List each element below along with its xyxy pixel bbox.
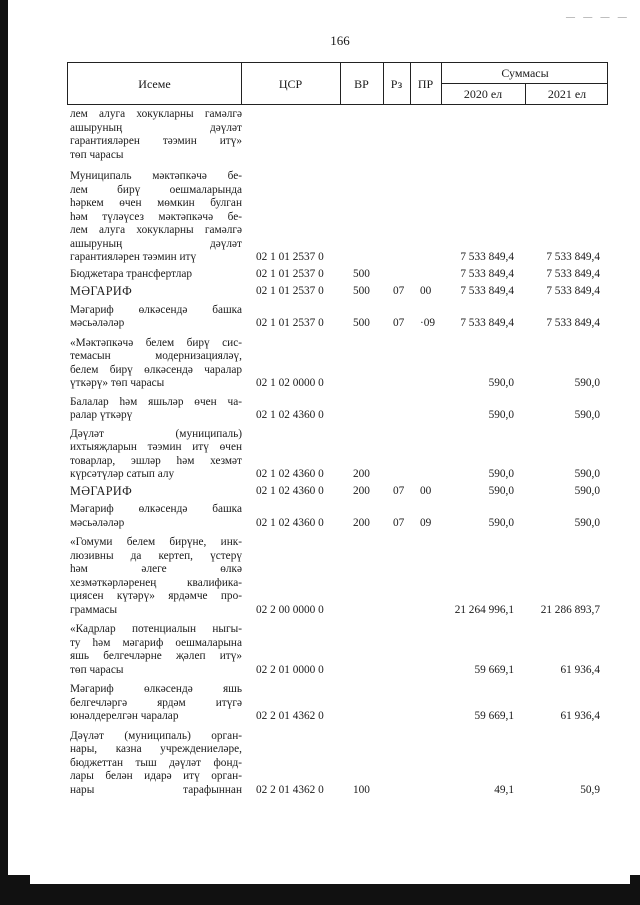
row-name-line: ашыруның дәүләт bbox=[70, 237, 242, 250]
row-name bbox=[70, 536, 242, 617]
row-name-line: лем алуга хокукларны гамәлгә bbox=[70, 108, 242, 120]
row-name-line: лары белән идарә итү орган- bbox=[70, 770, 242, 782]
scan-edge-gap bbox=[30, 875, 630, 884]
row-name bbox=[70, 428, 242, 482]
row-sum-2020: 7 533 849,4 bbox=[460, 285, 514, 297]
row-name-line: төп чарасы bbox=[70, 663, 124, 676]
table-row bbox=[70, 170, 610, 265]
row-sum-2020: 21 264 996,1 bbox=[454, 603, 514, 616]
table-row bbox=[70, 304, 610, 331]
header-csr: ЦСР bbox=[278, 77, 303, 91]
row-vr: 200 bbox=[353, 516, 370, 529]
row-name-line: товарлар, эшләр һәм хезмәт bbox=[70, 454, 242, 467]
row-name-line: күрсәтүләр сатып алу bbox=[70, 468, 175, 480]
row-sum-2021: 7 533 849,4 bbox=[546, 251, 600, 263]
row-sum-2021: 61 936,4 bbox=[560, 663, 600, 676]
row-name-line: МӘГАРИФ bbox=[70, 483, 133, 498]
table-row bbox=[70, 730, 610, 798]
row-name-line: «Кадрлар потенциалын ныгы- bbox=[70, 623, 242, 635]
row-name-line: ралар үткәрү bbox=[70, 409, 133, 421]
row-vr: 200 bbox=[353, 484, 370, 497]
row-rz: 07 bbox=[393, 285, 405, 297]
row-name bbox=[70, 485, 242, 499]
row-name bbox=[70, 730, 242, 798]
row-name-line: циясен күтәрү» ярдәмче про- bbox=[70, 590, 242, 602]
row-sum-2021: 590,0 bbox=[574, 409, 600, 421]
row-sum-2021: 61 936,4 bbox=[560, 710, 600, 722]
row-name-line: мәсьәләләр bbox=[70, 516, 125, 529]
table-row bbox=[70, 268, 610, 282]
row-name-line: һәм түләүсез мәктәпкәчә бе- bbox=[70, 210, 242, 223]
row-name-line: хезмәткәрләренең квалифика- bbox=[70, 576, 242, 589]
row-name-line: МӘГАРИФ bbox=[70, 284, 133, 298]
header-sums: Суммасы bbox=[501, 66, 549, 80]
row-csr: 02 2 01 0000 0 bbox=[256, 663, 324, 676]
header-dash-mark: — — — — bbox=[566, 12, 630, 22]
row-name-line: белгечләргә ярдәм итүгә bbox=[70, 696, 242, 709]
row-name bbox=[70, 337, 242, 391]
row-csr: 02 1 01 2537 0 bbox=[256, 317, 324, 329]
table-row bbox=[70, 683, 610, 724]
row-sum-2021: 590,0 bbox=[574, 468, 600, 480]
row-name-line: нары тарафыннан bbox=[70, 783, 242, 796]
row-csr: 02 1 01 2537 0 bbox=[256, 267, 324, 280]
row-vr: 500 bbox=[353, 267, 370, 280]
row-name-line: граммасы bbox=[70, 603, 118, 616]
row-pr: ·09 bbox=[420, 317, 436, 329]
row-csr: 02 1 02 4360 0 bbox=[256, 516, 324, 529]
row-name-line: люзивны да кертеп, үстерү bbox=[70, 549, 242, 562]
page-number: 166 bbox=[330, 33, 350, 48]
row-rz: 07 bbox=[393, 317, 405, 329]
row-sum-2021: 7 533 849,4 bbox=[546, 267, 600, 280]
table-row bbox=[70, 503, 610, 530]
row-csr: 02 2 01 4362 0 bbox=[256, 783, 324, 796]
header-name: Исеме bbox=[138, 77, 171, 91]
row-csr: 02 1 02 4360 0 bbox=[256, 484, 324, 497]
table-row bbox=[70, 285, 610, 299]
table-body bbox=[70, 108, 610, 797]
row-csr: 02 1 01 2537 0 bbox=[256, 251, 324, 263]
row-name bbox=[70, 304, 242, 331]
row-name bbox=[70, 396, 242, 423]
row-csr: 02 1 01 2537 0 bbox=[256, 285, 324, 297]
row-name bbox=[70, 683, 242, 724]
header-divider bbox=[441, 83, 607, 84]
row-name-line: төп чарасы bbox=[70, 148, 124, 161]
row-name-line: Мәгариф өлкәсендә башка bbox=[70, 303, 242, 316]
row-sum-2021: 21 286 893,7 bbox=[540, 603, 600, 616]
header-year-2021: 2021 ел bbox=[547, 87, 587, 101]
row-csr: 02 2 01 4362 0 bbox=[256, 710, 324, 722]
header-rz: Рз bbox=[390, 77, 403, 91]
row-sum-2020: 7 533 849,4 bbox=[460, 317, 514, 329]
row-name-line: ашыруның дәүләт bbox=[70, 121, 242, 134]
row-rz: 07 bbox=[393, 484, 405, 497]
row-vr: 100 bbox=[353, 783, 370, 796]
row-sum-2020: 59 669,1 bbox=[474, 710, 514, 722]
row-csr: 02 1 02 4360 0 bbox=[256, 468, 324, 480]
row-pr: 00 bbox=[420, 285, 432, 297]
row-sum-2020: 49,1 bbox=[494, 783, 514, 796]
row-sum-2020: 590,0 bbox=[488, 468, 514, 480]
row-name bbox=[70, 170, 242, 265]
row-sum-2020: 590,0 bbox=[488, 409, 514, 421]
row-sum-2020: 7 533 849,4 bbox=[460, 251, 514, 263]
row-sum-2021: 7 533 849,4 bbox=[546, 317, 600, 329]
row-name-line: «Гомуми белем бирүне, инк- bbox=[70, 536, 242, 548]
row-name-line: юнәлдерелгән чаралар bbox=[70, 710, 179, 722]
row-name-line: гарантияләрен тәэмин итү» bbox=[70, 135, 242, 147]
row-name-line: һәм әлеге өлкә bbox=[70, 563, 242, 575]
row-sum-2021: 590,0 bbox=[574, 377, 600, 389]
scan-edge-left bbox=[0, 0, 8, 905]
row-name-line: үткәрү» төп чарасы bbox=[70, 377, 165, 389]
row-vr: 500 bbox=[353, 285, 370, 297]
row-sum-2021: 590,0 bbox=[574, 516, 600, 529]
row-vr: 200 bbox=[353, 468, 370, 480]
row-pr: 00 bbox=[420, 484, 432, 497]
row-sum-2020: 590,0 bbox=[488, 377, 514, 389]
table-row bbox=[70, 396, 610, 423]
row-name-line: мәсьәләләр bbox=[70, 317, 125, 329]
header-vr: ВР bbox=[354, 77, 369, 91]
row-csr: 02 2 00 0000 0 bbox=[256, 603, 324, 616]
row-name-line: Дәүләт (муниципаль) орган- bbox=[70, 729, 242, 742]
table-header bbox=[67, 62, 608, 105]
row-rz: 07 bbox=[393, 516, 405, 529]
row-sum-2021: 7 533 849,4 bbox=[546, 285, 600, 297]
row-sum-2020: 590,0 bbox=[488, 484, 514, 497]
table-row bbox=[70, 337, 610, 391]
row-name-line: лем бирү оешмаларында bbox=[70, 183, 242, 196]
table-row bbox=[70, 485, 610, 499]
row-name bbox=[70, 108, 242, 162]
row-name-line: лем алуга хокукларны гамәлгә bbox=[70, 224, 242, 236]
row-name-line: Мәгариф өлкәсендә яшь bbox=[70, 683, 242, 695]
row-pr: 09 bbox=[420, 516, 432, 529]
row-name bbox=[70, 285, 242, 299]
row-sum-2020: 59 669,1 bbox=[474, 663, 514, 676]
table-row bbox=[70, 623, 610, 677]
row-name-line: һәркем өчен мөмкин булган bbox=[70, 197, 242, 209]
table-row bbox=[70, 536, 610, 617]
row-name bbox=[70, 503, 242, 530]
row-name-line: ихтыяҗларын тәэмин итү өчен bbox=[70, 441, 242, 453]
row-sum-2021: 590,0 bbox=[574, 484, 600, 497]
row-vr: 500 bbox=[353, 317, 370, 329]
row-name-line: нары, казна учреждениеләре, bbox=[70, 743, 242, 755]
header-year-2020: 2020 ел bbox=[463, 87, 503, 101]
row-name-line: Муниципаль мәктәпкәчә бе- bbox=[70, 170, 242, 182]
row-sum-2021: 50,9 bbox=[580, 783, 600, 796]
row-name-line: гарантияләрен тәэмин итү bbox=[70, 251, 197, 263]
row-sum-2020: 590,0 bbox=[488, 516, 514, 529]
row-name-line: Мәгариф өлкәсендә башка bbox=[70, 503, 242, 515]
row-name-line: ту һәм мәгариф оешмаларына bbox=[70, 636, 242, 649]
table-row bbox=[70, 428, 610, 482]
row-name-line: «Мәктәпкәчә белем бирү сис- bbox=[70, 336, 242, 349]
row-name-line: Балалар һәм яшьләр өчен ча- bbox=[70, 395, 242, 408]
row-name-line: Дәүләт (муниципаль) bbox=[70, 427, 242, 440]
row-name-line: белем бирү өлкәсендә чаралар bbox=[70, 363, 242, 376]
row-name bbox=[70, 623, 242, 677]
row-name-line: бюджеттан тыш дәүләт фонд- bbox=[70, 756, 242, 769]
row-name-line: Бюджетара трансфертлар bbox=[70, 267, 193, 280]
row-csr: 02 1 02 0000 0 bbox=[256, 377, 324, 389]
row-name-line: темасын модернизацияләү, bbox=[70, 350, 242, 362]
row-csr: 02 1 02 4360 0 bbox=[256, 409, 324, 421]
header-pr: ПР bbox=[417, 77, 434, 91]
row-name bbox=[70, 268, 242, 282]
row-sum-2020: 7 533 849,4 bbox=[460, 267, 514, 280]
table-row bbox=[70, 108, 610, 162]
row-name-line: яшь белгечләрне җәлеп итү» bbox=[70, 650, 242, 662]
